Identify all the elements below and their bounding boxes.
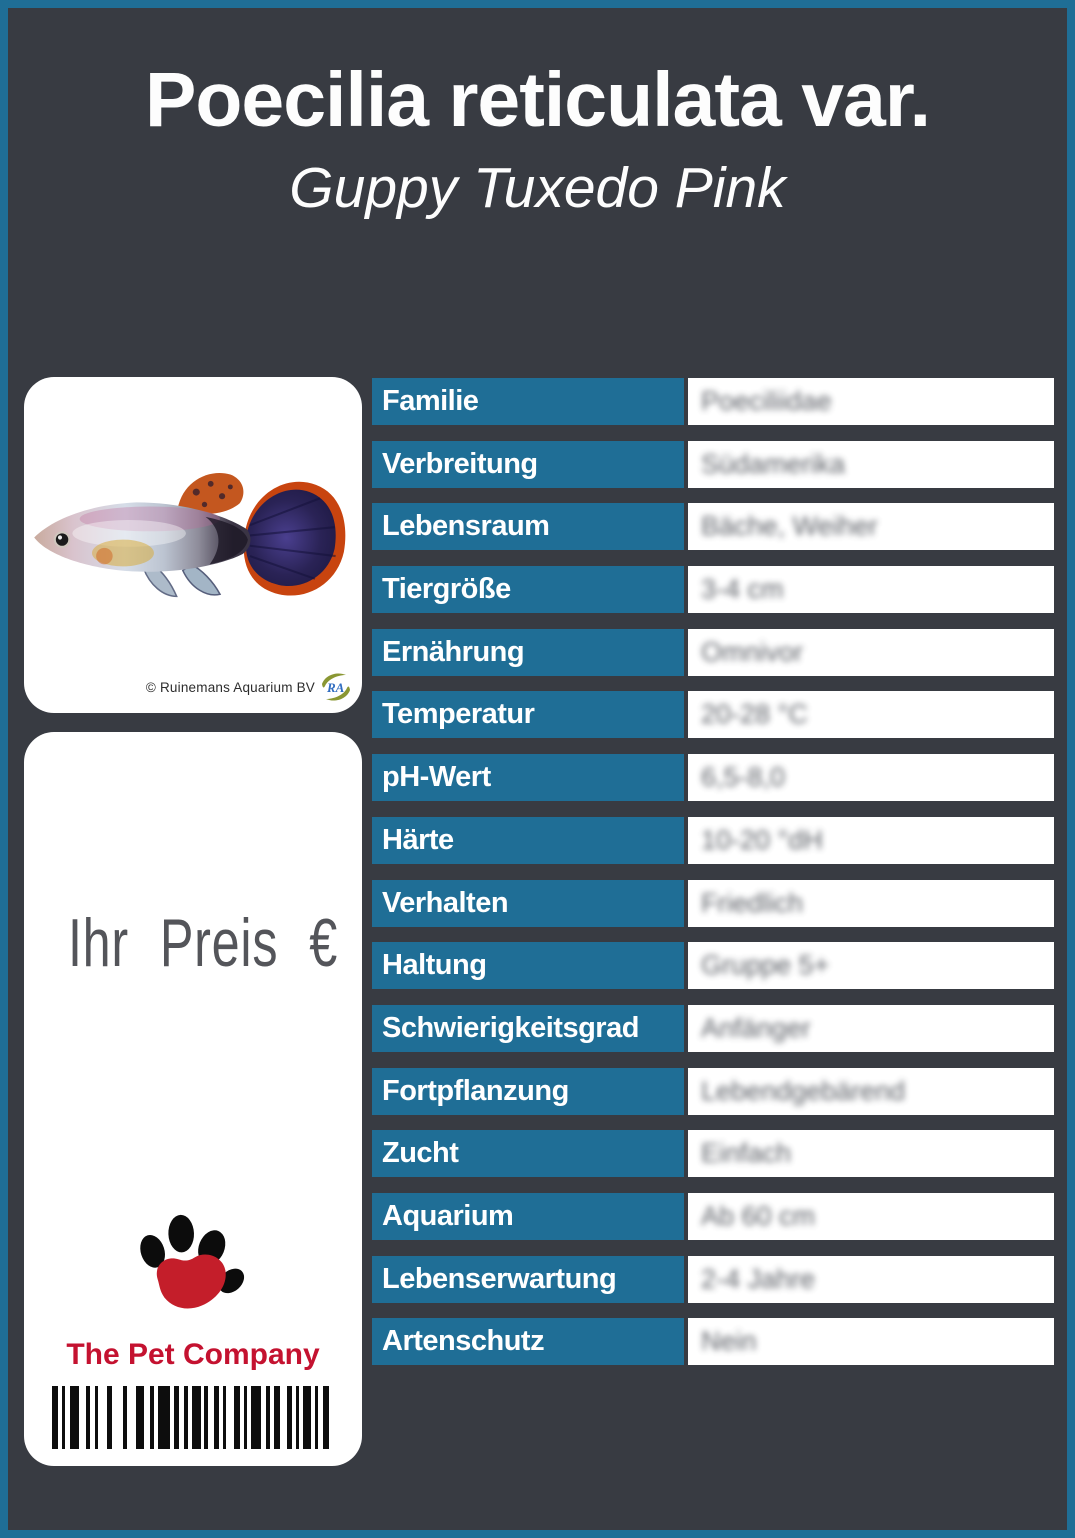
row-value bbox=[688, 566, 1054, 613]
barcode-bar bbox=[150, 1386, 154, 1449]
table-row bbox=[372, 754, 1054, 801]
row-value-text: 6,5-8,0 bbox=[701, 762, 786, 793]
row-label: Artenschutz bbox=[372, 1318, 684, 1365]
row-label: Tiergröße bbox=[372, 566, 684, 613]
barcode-bar bbox=[204, 1386, 208, 1449]
row-value-text: Anfänger bbox=[701, 1012, 811, 1043]
barcode-bar bbox=[192, 1386, 201, 1449]
barcode-bar bbox=[315, 1386, 318, 1449]
table-row bbox=[372, 1256, 1054, 1303]
table-row bbox=[372, 1068, 1054, 1115]
row-value-text: Friedlich bbox=[701, 887, 804, 918]
page-subtitle: Guppy Tuxedo Pink bbox=[289, 155, 786, 220]
row-label: Lebenserwartung bbox=[372, 1256, 684, 1303]
row-value-text: 10-20 °dH bbox=[701, 824, 823, 855]
table-row bbox=[372, 566, 1054, 613]
info-table bbox=[372, 378, 1054, 1381]
price-card bbox=[24, 732, 362, 1466]
table-row bbox=[372, 1130, 1054, 1177]
table-row bbox=[372, 880, 1054, 927]
barcode bbox=[52, 1386, 334, 1449]
row-label: Verbreitung bbox=[372, 441, 684, 488]
barcode-bar bbox=[287, 1386, 292, 1449]
row-value bbox=[688, 503, 1054, 550]
row-value-text: Südamerika bbox=[701, 448, 846, 479]
row-value-text: Poeciliidae bbox=[701, 386, 832, 416]
row-label: Zucht bbox=[372, 1130, 684, 1177]
fish-photo bbox=[28, 465, 348, 610]
page-title: Poecilia reticulata var. bbox=[145, 57, 930, 143]
barcode-bar bbox=[303, 1386, 311, 1449]
table-row bbox=[372, 817, 1054, 864]
table-row bbox=[372, 503, 1054, 550]
row-value bbox=[688, 880, 1054, 927]
barcode-bar bbox=[158, 1386, 170, 1449]
barcode-bar bbox=[214, 1386, 219, 1449]
barcode-bar bbox=[70, 1386, 79, 1449]
barcode-bar bbox=[86, 1386, 90, 1449]
barcode-bar bbox=[136, 1386, 144, 1449]
row-label: Familie bbox=[372, 378, 684, 425]
barcode-bar bbox=[107, 1386, 112, 1449]
row-value-text: Omnivor bbox=[701, 636, 804, 667]
row-value-text: Ab 60 cm bbox=[701, 1200, 816, 1231]
table-row bbox=[372, 441, 1054, 488]
price-label: Ihr Preis € bbox=[67, 905, 338, 981]
barcode-bar bbox=[234, 1386, 240, 1449]
table-row bbox=[372, 378, 1054, 425]
row-label: Aquarium bbox=[372, 1193, 684, 1240]
ra-aquarium-logo-icon bbox=[318, 669, 354, 705]
row-value-text: Gruppe 5+ bbox=[701, 950, 830, 981]
row-label: Schwierigkeitsgrad bbox=[372, 1005, 684, 1052]
photo-card bbox=[24, 377, 362, 713]
row-value bbox=[688, 817, 1054, 864]
paw-print-icon bbox=[129, 1210, 257, 1338]
row-label: Ernährung bbox=[372, 629, 684, 676]
row-value bbox=[688, 1005, 1054, 1052]
row-value bbox=[688, 691, 1054, 738]
table-row bbox=[372, 1193, 1054, 1240]
barcode-bar bbox=[62, 1386, 65, 1449]
header bbox=[8, 58, 1067, 219]
row-value-text: Einfach bbox=[701, 1138, 792, 1169]
brand-name: The Pet Company bbox=[66, 1338, 320, 1371]
row-value bbox=[688, 1318, 1054, 1365]
row-value bbox=[688, 1256, 1054, 1303]
table-row bbox=[372, 691, 1054, 738]
barcode-bar bbox=[174, 1386, 179, 1449]
barcode-bar bbox=[123, 1386, 127, 1449]
row-value bbox=[688, 441, 1054, 488]
row-value bbox=[688, 754, 1054, 801]
ra-logo-text: RA bbox=[327, 680, 345, 695]
row-label: pH-Wert bbox=[372, 754, 684, 801]
barcode-bar bbox=[52, 1386, 58, 1449]
barcode-bar bbox=[251, 1386, 261, 1449]
barcode-bar bbox=[274, 1386, 280, 1449]
row-label: Haltung bbox=[372, 942, 684, 989]
barcode-bar bbox=[266, 1386, 270, 1449]
copyright-text: © Ruinemans Aquarium BV bbox=[145, 679, 315, 695]
barcode-bar bbox=[223, 1386, 226, 1449]
row-value bbox=[688, 1068, 1054, 1115]
table-row bbox=[372, 629, 1054, 676]
row-label: Lebensraum bbox=[372, 503, 684, 550]
barcode-bar bbox=[95, 1386, 98, 1449]
row-value bbox=[688, 1193, 1054, 1240]
row-label: Temperatur bbox=[372, 691, 684, 738]
row-value-text: 2-4 Jahre bbox=[701, 1263, 816, 1294]
table-row bbox=[372, 942, 1054, 989]
barcode-bar bbox=[323, 1386, 329, 1449]
table-row bbox=[372, 1318, 1054, 1365]
photo-credit bbox=[146, 669, 354, 705]
row-label: Verhalten bbox=[372, 880, 684, 927]
barcode-bar bbox=[244, 1386, 247, 1449]
barcode-bar bbox=[184, 1386, 188, 1449]
row-value-text: Bäche, Weiher bbox=[701, 511, 878, 542]
row-value-text: 3-4 cm bbox=[701, 574, 784, 605]
row-value-text: Lebendgebärend bbox=[701, 1075, 906, 1106]
row-value bbox=[688, 1130, 1054, 1177]
row-value-text: 20-28 °C bbox=[701, 699, 808, 730]
row-label: Fortpflanzung bbox=[372, 1068, 684, 1115]
table-row bbox=[372, 1005, 1054, 1052]
row-label: Härte bbox=[372, 817, 684, 864]
row-value bbox=[688, 629, 1054, 676]
row-value bbox=[688, 942, 1054, 989]
barcode-bar bbox=[296, 1386, 299, 1449]
row-value-text: Nein bbox=[701, 1326, 757, 1357]
row-value bbox=[688, 378, 1054, 425]
